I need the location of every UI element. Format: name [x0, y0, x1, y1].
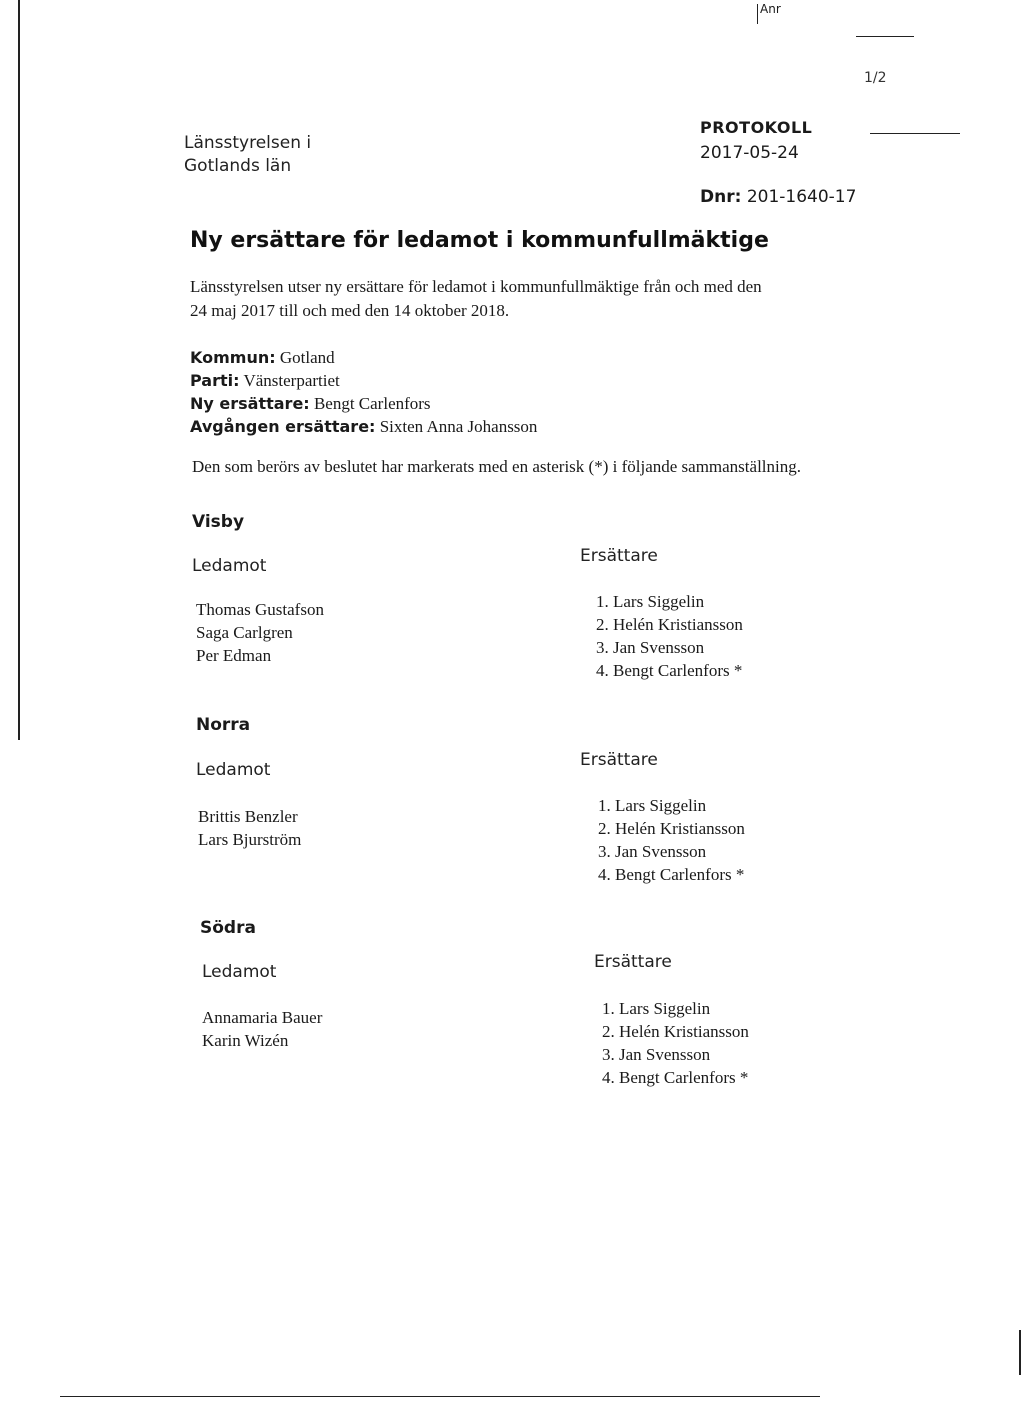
list-item: 4. Bengt Carlenfors *	[598, 865, 745, 884]
dnr-label: Dnr:	[700, 187, 742, 207]
ny-ersattare-label: Ny ersättare:	[190, 394, 310, 413]
ersattare-list-sodra	[602, 997, 749, 1089]
list-item: Thomas Gustafson	[196, 600, 324, 619]
kommun-label: Kommun:	[190, 348, 276, 367]
list-item: Lars Bjurström	[198, 830, 302, 849]
asterisk-note: Den som berörs av beslutet har markerats med en asterisk (*) i följande sammanställning.	[192, 457, 801, 476]
list-item: 1. Lars Siggelin	[596, 592, 705, 611]
list-item: 1. Lars Siggelin	[598, 796, 707, 815]
list-item: 2. Helén Kristiansson	[596, 615, 743, 634]
list-item: Annamaria Bauer	[202, 1008, 323, 1027]
intro-paragraph	[190, 275, 830, 323]
kommun-value: Gotland	[279, 348, 335, 367]
dnr-value: 201-1640-17	[746, 187, 857, 207]
ersattare-header-sodra: Ersättare	[594, 952, 672, 972]
section-heading-visby: Visby	[192, 512, 245, 532]
stamp-line	[856, 36, 914, 37]
intro-line-2: 24 maj 2017 till och med den 14 oktober 2018.	[190, 301, 510, 320]
ersattare-header-visby: Ersättare	[580, 546, 658, 566]
ledamot-list-norra	[198, 805, 301, 851]
list-item: 3. Jan Svensson	[602, 1045, 711, 1064]
ledamot-list-sodra	[202, 1006, 322, 1052]
parti-label: Parti:	[190, 371, 240, 390]
list-item: 3. Jan Svensson	[596, 638, 705, 657]
dnr	[700, 187, 856, 207]
avgangen-ersattare-value: Sixten Anna Johansson	[379, 417, 538, 436]
intro-line-1: Länsstyrelsen utser ny ersättare för ledamot i kommunfullmäktige från och med den	[190, 277, 762, 296]
list-item: Karin Wizén	[202, 1031, 289, 1050]
doc-date: 2017-05-24	[700, 143, 799, 163]
agency-name	[184, 132, 311, 178]
scan-bottom-line	[60, 1396, 820, 1397]
parti-value: Vänsterpartiet	[243, 371, 340, 390]
list-item: 3. Jan Svensson	[598, 842, 707, 861]
ledamot-header-visby: Ledamot	[192, 556, 267, 576]
ny-ersattare-row	[190, 394, 431, 414]
scan-right-edge	[1019, 1330, 1021, 1375]
document-title: Ny ersättare för ledamot i kommunfullmäktige	[190, 228, 769, 253]
list-item: 2. Helén Kristiansson	[602, 1022, 749, 1041]
list-item: 2. Helén Kristiansson	[598, 819, 745, 838]
stamp-label: Anr	[760, 2, 781, 16]
ny-ersattare-value: Bengt Carlenfors	[313, 394, 431, 413]
list-item: Brittis Benzler	[198, 807, 298, 826]
ersattare-header-norra: Ersättare	[580, 750, 658, 770]
agency-line-1: Länsstyrelsen i	[184, 133, 312, 153]
parti-row	[190, 371, 340, 391]
page-number: 1/2	[864, 70, 887, 86]
doc-type: PROTOKOLL	[700, 118, 813, 137]
agency-line-2: Gotlands län	[184, 156, 292, 176]
avgangen-ersattare-row	[190, 417, 537, 437]
header-rule	[870, 133, 960, 134]
list-item: 4. Bengt Carlenfors *	[602, 1068, 749, 1087]
ledamot-header-sodra: Ledamot	[202, 962, 277, 982]
scan-left-edge	[18, 0, 20, 740]
ersattare-list-visby	[596, 590, 743, 682]
list-item: Per Edman	[196, 646, 272, 665]
avgangen-ersattare-label: Avgången ersättare:	[190, 417, 376, 436]
section-heading-sodra: Södra	[200, 918, 256, 938]
section-heading-norra: Norra	[196, 715, 251, 735]
ledamot-list-visby	[196, 598, 324, 667]
stamp-bar	[757, 4, 758, 24]
ersattare-list-norra	[598, 794, 745, 886]
list-item: 4. Bengt Carlenfors *	[596, 661, 743, 680]
kommun-row	[190, 348, 335, 368]
list-item: 1. Lars Siggelin	[602, 999, 711, 1018]
ledamot-header-norra: Ledamot	[196, 760, 271, 780]
list-item: Saga Carlgren	[196, 623, 293, 642]
